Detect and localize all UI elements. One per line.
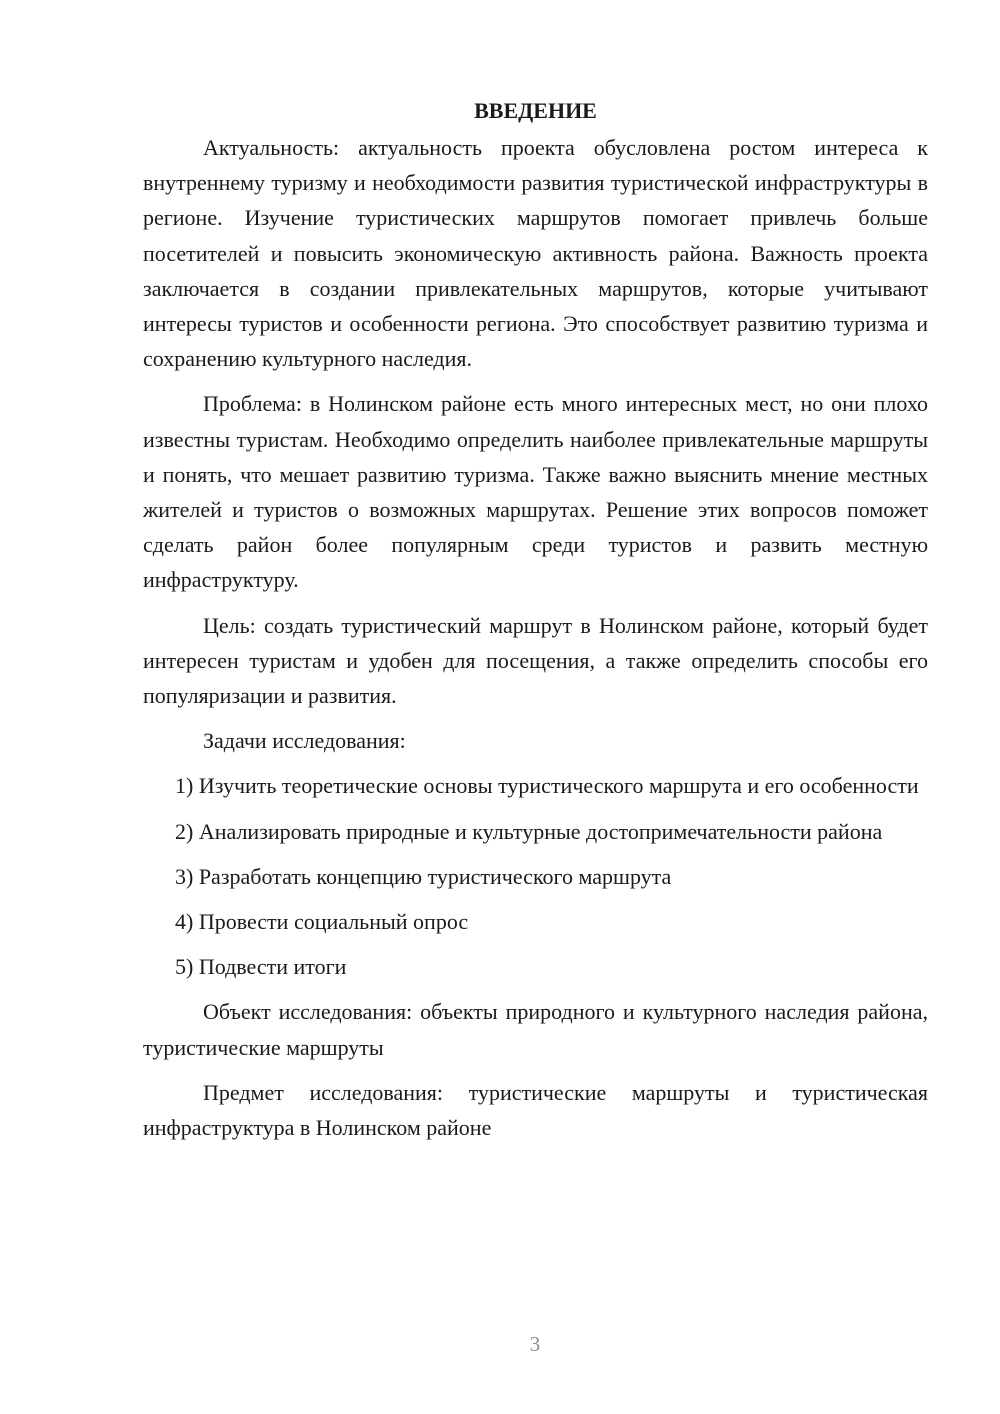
task-item-4: 4) Провести социальный опрос bbox=[175, 909, 469, 935]
task-item-5: 5) Подвести итоги bbox=[175, 954, 347, 980]
document-page bbox=[143, 96, 928, 1155]
problem-paragraph: Проблема: в Нолинском районе есть много интересных мест, но они плохо известны туристам. Необходимо определить наиболее привлекательные маршруты и понять, что мешает развитию туризма. Также важно выяснить мнение местных жителей и туристов о возможных маршрутах. Решение этих вопросов поможет сделать район более популярным среди туристов и развить местную инфраструктуру. bbox=[143, 391, 928, 593]
task-item-3: 3) Разработать концепцию туристического маршрута bbox=[175, 863, 672, 889]
goal-paragraph: Цель: создать туристический маршрут в Нолинском районе, который будет интересен туристам и удобен для посещения, а также определить способы его популяризации и развития. bbox=[143, 612, 928, 709]
relevance-paragraph: Актуальность: актуальность проекта обусловлена ростом интереса к внутреннему туризму и необходимости развития туристической инфраструктуры в регионе. Изучение туристических маршрутов помогает привлечь больше посетителей и повысить экономическую активность района. Важность проекта заключается в создании привлекательных маршрутов, которые учитывают интересы туристов и особенности региона. Это способствует развитию туризма и сохранению культурного наследия. bbox=[143, 135, 928, 372]
page-number: 3 bbox=[529, 1332, 541, 1356]
task-item-1: 1) Изучить теоретические основы туристического маршрута и его особенности bbox=[175, 773, 919, 799]
section-title: ВВЕДЕНИЕ bbox=[474, 98, 597, 123]
research-object-paragraph: Объект исследования: объекты природного и культурного наследия района, туристические маршруты bbox=[143, 999, 928, 1060]
tasks-heading: Задачи исследования: bbox=[203, 728, 406, 754]
task-item-2: 2) Анализировать природные и культурные достопримечательности района bbox=[175, 818, 883, 844]
research-subject-paragraph: Предмет исследования: туристические маршруты и туристическая инфраструктура в Нолинском районе bbox=[143, 1079, 928, 1141]
